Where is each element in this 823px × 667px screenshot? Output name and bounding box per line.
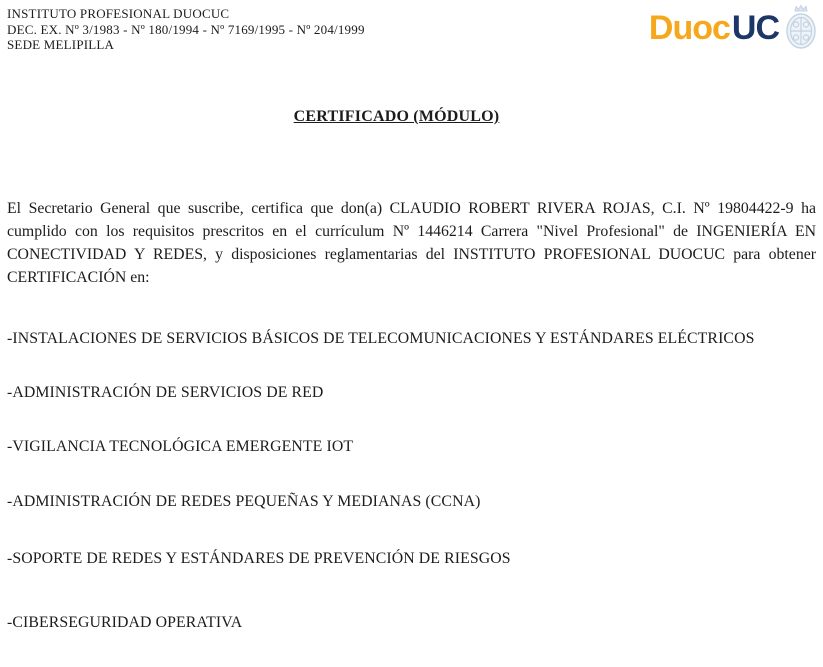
logo-uc-text: UC [731,9,779,47]
module-item: -SOPORTE DE REDES Y ESTÁNDARES DE PREVENCIÓN DE RIESGOS [7,550,511,567]
module-item: -ADMINISTRACIÓN DE REDES PEQUEÑAS Y MEDIANAS (CCNA) [7,493,481,510]
module-item: -INSTALACIONES DE SERVICIOS BÁSICOS DE TELECOMUNICACIONES Y ESTÁNDARES ELÉCTRICOS [7,330,755,347]
module-item: -CIBERSEGURIDAD OPERATIVA [7,614,243,631]
letterhead [7,6,365,53]
letterhead-campus: SEDE MELIPILLA [7,37,115,52]
uc-crest-icon [781,4,821,52]
page-title: CERTIFICADO (MÓDULO) [293,108,500,125]
module-item: -VIGILANCIA TECNOLÓGICA EMERGENTE IOT [7,438,354,455]
logo-duoc-text: Duoc [648,9,730,47]
certificate-body-paragraph: El Secretario General que suscribe, certifica que don(a) CLAUDIO ROBERT RIVERA ROJAS, C.I. Nº 19804422-9 ha cumplido con los requisitos prescritos en el currículum Nº 1446214 Carrera "Nivel Profesional" de INGENIERÍA EN CONECTIVIDAD Y REDES, y disposiciones reglamentarias del INSTITUTO PROFESIONAL DUOCUC para obtener CERTIFICACIÓN en: [7,200,816,286]
letterhead-decrees: DEC. EX. Nº 3/1983 - Nº 180/1994 - Nº 7169/1995 - Nº 204/1999 [7,21,365,37]
duocuc-logo [649,4,821,52]
module-item: -ADMINISTRACIÓN DE SERVICIOS DE RED [7,384,324,401]
letterhead-institution: INSTITUTO PROFESIONAL DUOCUC [7,6,230,21]
